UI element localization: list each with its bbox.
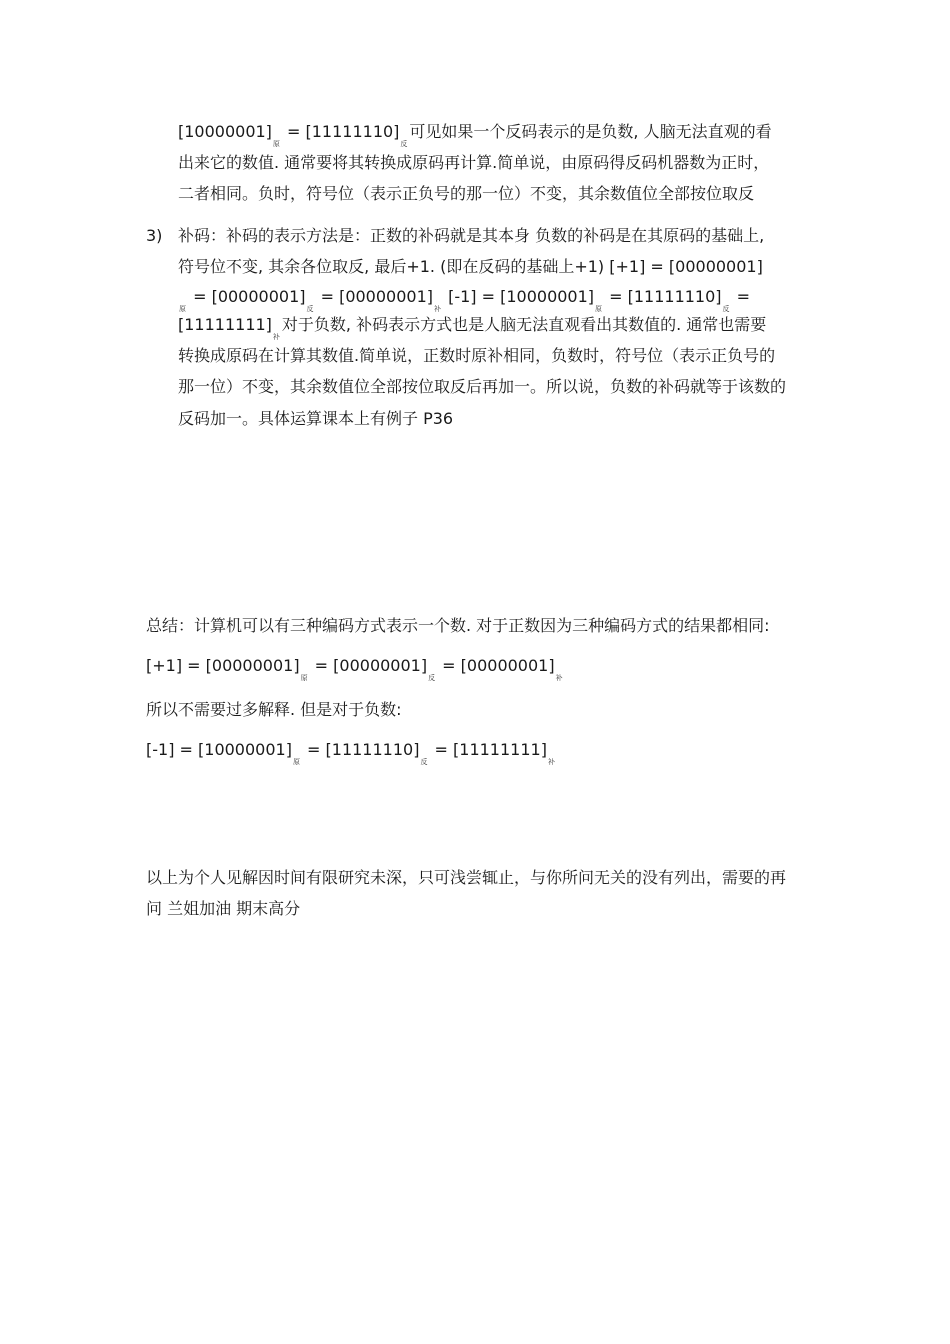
buma-text-line-7: 反码加一。具体运算课本上有例子 P36 [178,409,454,428]
code-type-subscript: 补 [555,674,563,682]
text-segment: = [00000001] [437,656,555,675]
text-segment: = [11111111] [429,740,547,759]
summary-positive-example [146,656,565,682]
buma-text-line-1: 补码：补码的表示方法是：正数的补码就是其本身 负数的补码是在其原码的基础上, [178,226,765,245]
fanma-example-line [178,122,772,148]
closing-line-2: 问 兰姐加油 期末高分 [146,899,301,918]
code-type-subscript: 反 [428,674,436,682]
code-type-subscript: 反 [306,305,314,313]
text-segment: = [11111110] [301,740,420,759]
code-type-subscript: 原 [272,140,280,148]
text-segment: = [00000001] [315,287,433,306]
text-segment: [+1] = [00000001] [146,656,300,675]
closing-line-1: 以上为个人见解因时间有限研究未深，只可浅尝辄止，与你所问无关的没有列出，需要的再 [146,868,787,887]
text-segment: = [11111110] [604,287,722,306]
code-type-subscript: 补 [547,758,555,766]
code-type-subscript: 原 [179,305,186,313]
code-type-subscript: 反 [420,758,428,766]
fanma-text-line-2: 出来它的数值. 通常要将其转换成原码再计算.简单说，由原码得反码机器数为正时， [178,153,770,172]
text-segment: 可见如果一个反码表示的是负数, 人脑无法直观的看 [409,122,772,141]
code-type-subscript: 反 [722,305,730,313]
code-type-subscript: 原 [300,674,308,682]
buma-text-line-6: 那一位）不变，其余数值位全部按位取反后再加一。所以说，负数的补码就等于该数的 [178,377,787,396]
text-segment: = [11111110] [281,122,400,141]
text-segment: [10000001] [178,122,272,141]
fanma-text-line-3: 二者相同。负时，符号位（表示正负号的那一位）不变，其余数值位全部按位取反 [178,184,755,203]
buma-example-line-4 [178,315,767,341]
list-number-3: 3) [146,226,163,245]
code-type-subscript: 补 [272,333,280,341]
code-type-subscript: 原 [595,305,603,313]
text-segment: [-1] = [10000001] [443,287,595,306]
buma-example-line-3 [178,287,751,313]
buma-text-line-2: 符号位不变, 其余各位取反, 最后+1. (即在反码的基础上+1) [+1] = [00000001] [178,257,763,276]
text-segment: 对于负数, 补码表示方式也是人脑无法直观看出其数值的. 通常也需要 [281,315,767,334]
text-segment: = [731,287,751,306]
code-type-subscript: 补 [434,305,441,313]
text-segment: [-1] = [10000001] [146,740,292,759]
summary-middle: 所以不需要过多解释. 但是对于负数: [146,700,402,719]
summary-intro: 总结：计算机可以有三种编码方式表示一个数. 对于正数因为三种编码方式的结果都相同: [146,616,770,635]
buma-text-line-5: 转换成原码在计算其数值.简单说，正数时原补相同，负数时，符号位（表示正负号的 [178,346,776,365]
text-segment: = [00000001] [188,287,306,306]
code-type-subscript: 反 [400,140,408,148]
text-segment: = [00000001] [309,656,428,675]
summary-negative-example [146,740,557,766]
text-segment: [11111111] [178,315,272,334]
code-type-subscript: 原 [292,758,300,766]
